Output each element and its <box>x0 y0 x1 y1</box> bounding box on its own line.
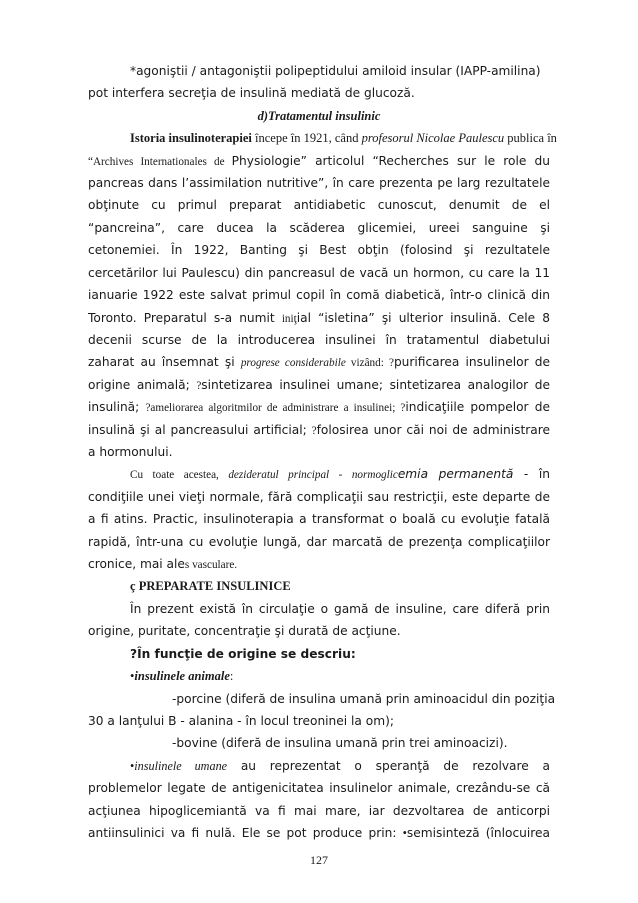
text-run: ?ameliorarea algoritmilor de administrare a insulinei; ? <box>145 402 406 414</box>
text-run: “pancreina”, care ducea la scăderea glicemiei, ureei sanguine şi <box>88 221 550 235</box>
text-run: dezideratul principal - normoglic <box>228 469 398 481</box>
text-run: cercetărilor lui Paulescu) din pancreasul de vacă un hormon, cu care la 11 <box>88 266 550 280</box>
text-run: insulină; <box>88 400 146 414</box>
text-run: antiinsulinici va fi nulă. Ele se pot produce prin: <box>88 826 403 840</box>
text-run: începe în 1921, când <box>251 131 362 145</box>
text-run: ianuarie 1922 este salvat primul copil în comă diabetică, într-o clinică din <box>88 288 550 302</box>
text-run: insulinele umane <box>134 759 228 773</box>
text-run: cronice, mai ale <box>88 557 185 571</box>
text-run: origine animală; <box>88 378 197 392</box>
text-run: insulină şi al pancreasului artificial; <box>88 423 312 437</box>
text-run: profesorul Nicolae Paulescu <box>361 131 505 145</box>
text-run: ? <box>196 380 202 392</box>
text-run: acţiunea hipoglicemiantă va fi mai mare, iar dezvoltarea de anticorpi <box>88 804 550 818</box>
text-run: ç <box>130 579 136 593</box>
text-run: purificarea insulinelor de <box>393 355 551 369</box>
text-run: ? <box>388 357 394 369</box>
text-run: - în <box>513 467 550 481</box>
text-run: cetonemiei. În 1922, Banting şi Best obţin (folosind şi rezultatele <box>88 243 550 257</box>
text-run: ? <box>311 425 317 437</box>
text-run: condiţiile unei vieţi normale, fără complicaţii sau restricţii, este departe de <box>88 490 550 504</box>
text-run: decenii scurse de la introducerea insulinei în tratamentul diabetului <box>88 333 550 347</box>
text-run: -bovine (diferă de insulina umană prin trei aminoacizi). <box>172 736 508 750</box>
text-run: a fi atins. Practic, insulinoterapia a transformat o boală cu evoluţie fatală <box>88 512 550 526</box>
page-number: 127 <box>310 853 328 867</box>
text-run: Cu toate acestea, <box>130 469 229 481</box>
text-run: pancreas dans l’assimilation nutritive”, în care prezenta pe larg rezultatele <box>88 176 550 190</box>
text-run: ial “isletina” şi ulterior insulină. Cele 8 <box>296 311 550 325</box>
text-line <box>88 820 550 846</box>
text-run: au reprezentat o speranţă de rezolvare a <box>227 759 550 773</box>
text-run: PREPARATE INSULINICE <box>135 579 291 593</box>
text-run: s vasculare. <box>184 559 238 571</box>
text-run: • <box>130 669 135 683</box>
text-run: emia permanentă <box>397 467 514 481</box>
text-run: : <box>229 669 234 683</box>
text-run: *agoniştii / antagoniştii polipeptidului amiloid insular (IAPP-amilina) <box>130 64 541 78</box>
text-run: În prezent există în circulaţie o gamă de insuline, care diferă prin <box>130 602 550 616</box>
text-run: • <box>130 759 135 773</box>
text-run: progrese considerabile <box>240 357 346 369</box>
text-run: insulinele animale <box>134 669 230 683</box>
text-run: a hormonului. <box>88 445 173 459</box>
text-run: -porcine (diferă de insulina umană prin aminoacidul din poziţia <box>172 692 556 706</box>
text-run: rapidă, într-una cu evoluţie lungă, dar marcată de prezenţa complicaţiilor <box>88 535 550 549</box>
text-run: obţinute cu primul preparat antidiabetic cunoscut, denumit de el <box>88 198 550 212</box>
text-run: origine, puritate, concentraţie şi durată de acţiune. <box>88 624 401 638</box>
text-run: problemelor legate de antigenicitatea insulinelor animale, crezându-se că <box>88 781 550 795</box>
text-run: d)Tratamentul insulinic <box>257 109 381 123</box>
text-run: ?În funcţie de origine se descriu: <box>130 647 356 661</box>
text-run: indicaţiile pompelor de <box>405 400 550 414</box>
text-run: vizând: <box>345 357 389 369</box>
text-run: folosirea unor căi noi de administrare <box>316 423 550 437</box>
text-run: Istoria insulinoterapiei <box>130 131 252 145</box>
text-run: sintetizarea insulinei umane; sintetizarea analogilor de <box>201 378 551 392</box>
text-run: iniţ <box>281 313 297 325</box>
text-run: semisinteză (înlocuirea <box>406 826 551 840</box>
text-run: pot interfera secreţia de insulină mediată de glucoză. <box>88 86 415 100</box>
text-run: “Archives Internationales de <box>88 156 232 168</box>
text-run: • <box>402 826 407 840</box>
text-run: 30 a lanţului B - alanina - în locul treoninei la om); <box>88 714 394 728</box>
text-run: Toronto. Preparatul s-a numit <box>88 311 282 325</box>
text-run: publica în <box>504 131 557 145</box>
text-run: zaharat au însemnat şi <box>88 355 241 369</box>
text-run: Physiologie” articolul “Recherches sur le role du <box>231 154 551 168</box>
